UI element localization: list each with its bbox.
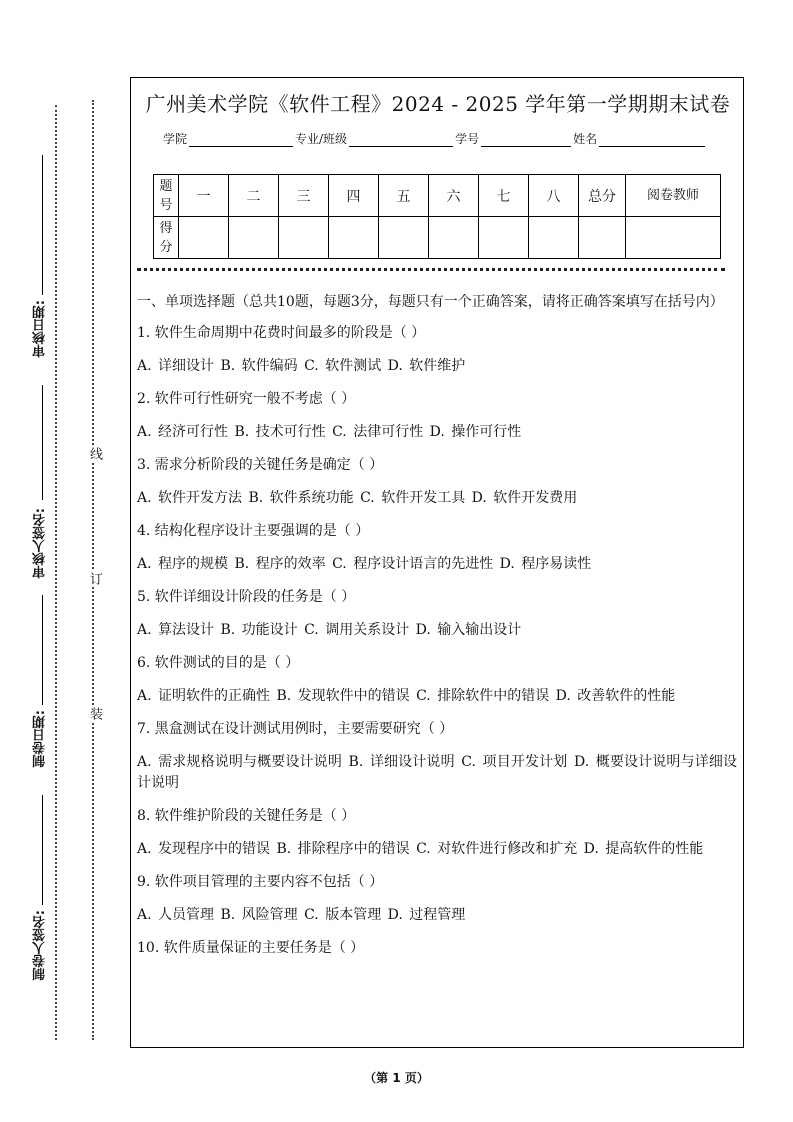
section-1-heading: 一、单项选择题（总共10题，每题3分，每题只有一个正确答案，请将正确答案填写在括号内） <box>137 294 724 310</box>
binding-mark-line: 线 <box>87 447 102 460</box>
maker-date-line <box>42 595 43 705</box>
question-7: 7. 黑盒测试在设计测试用例时，主要需要研究（ ） <box>137 721 454 737</box>
score-col-2: 二 <box>229 175 279 217</box>
score-col-6: 六 <box>429 175 479 217</box>
major-label: 专业/班级 <box>295 132 348 146</box>
score-col-1: 一 <box>179 175 229 217</box>
question-10: 10. 软件质量保证的主要任务是（ ） <box>137 940 365 956</box>
score-cell-8[interactable] <box>529 217 579 259</box>
student-id-field[interactable] <box>481 132 571 147</box>
question-3: 3. 需求分析阶段的关键任务是确定（ ） <box>137 457 384 473</box>
question-2: 2. 软件可行性研究一般不考虑（ ） <box>137 391 356 407</box>
section-1 <box>137 292 737 971</box>
maker-sign-line <box>42 795 43 905</box>
question-9: 9. 软件项目管理的主要内容不包括（ ） <box>137 874 384 890</box>
exam-frame <box>130 77 744 1048</box>
header-divider <box>137 268 725 271</box>
score-cell-grader[interactable] <box>626 217 721 259</box>
reviewer-date-line <box>42 155 43 295</box>
name-field[interactable] <box>599 132 705 147</box>
student-id-label: 学号 <box>455 132 480 146</box>
score-col-3: 三 <box>279 175 329 217</box>
score-col-8: 八 <box>529 175 579 217</box>
question-6-options: A. 证明软件的正确性 B. 发现软件中的错误 C. 排除软件中的错误 D. 改善软件的性能 <box>137 688 676 704</box>
score-cell-3[interactable] <box>279 217 329 259</box>
maker-sign-label: 制卷人签名: <box>33 910 48 981</box>
question-3-options: A. 软件开发方法 B. 软件系统功能 C. 软件开发工具 D. 软件开发费用 <box>137 490 578 506</box>
question-4-options: A. 程序的规模 B. 程序的效率 C. 程序设计语言的先进性 D. 程序易读性 <box>137 556 592 572</box>
question-8-options: A. 发现程序中的错误 B. 排除程序中的错误 C. 对软件进行修改和扩充 D. 提高软件的性能 <box>137 841 704 857</box>
question-7-options: A. 需求规格说明与概要设计说明 B. 详细设计说明 C. 项目开发计划 D. 概要设计说明与详细设计说明 <box>137 754 737 791</box>
score-cell-4[interactable] <box>329 217 379 259</box>
question-4: 4. 结构化程序设计主要强调的是（ ） <box>137 523 370 539</box>
question-5-options: A. 算法设计 B. 功能设计 C. 调用关系设计 D. 输入输出设计 <box>137 622 522 638</box>
question-number-label: 题号 <box>154 175 179 217</box>
reviewer-sign-line <box>42 385 43 500</box>
score-col-7: 七 <box>479 175 529 217</box>
score-total-label: 总分 <box>579 175 626 217</box>
grader-label: 阅卷教师 <box>626 175 721 217</box>
page-number: （第 1 页） <box>364 1071 429 1085</box>
question-1-options: A. 详细设计 B. 软件编码 C. 软件测试 D. 软件维护 <box>137 358 466 374</box>
college-label: 学院 <box>163 132 188 146</box>
maker-date-label: 制卷日期: <box>33 710 48 768</box>
score-cell-1[interactable] <box>179 217 229 259</box>
question-5: 5. 软件详细设计阶段的任务是（ ） <box>137 589 356 605</box>
score-cell-6[interactable] <box>429 217 479 259</box>
score-cell-7[interactable] <box>479 217 529 259</box>
student-info-row <box>163 130 707 147</box>
question-8: 8. 软件维护阶段的关键任务是（ ） <box>137 808 356 824</box>
score-table <box>153 174 721 259</box>
score-cell-5[interactable] <box>379 217 429 259</box>
score-table-header-row <box>154 175 721 217</box>
question-9-options: A. 人员管理 B. 风险管理 C. 版本管理 D. 过程管理 <box>137 907 466 923</box>
score-cell-2[interactable] <box>229 217 279 259</box>
exam-title: 广州美术学院《软件工程》2024 - 2025 学年第一学期期末试卷 <box>145 92 731 116</box>
score-cell-total[interactable] <box>579 217 626 259</box>
binding-dotted-line-outer <box>55 105 57 1040</box>
question-1: 1. 软件生命周期中花费时间最多的阶段是（ ） <box>137 325 426 341</box>
question-2-options: A. 经济可行性 B. 技术可行性 C. 法律可行性 D. 操作可行性 <box>137 424 522 440</box>
reviewer-date-label: 审核日期: <box>33 300 48 358</box>
score-col-5: 五 <box>379 175 429 217</box>
score-row-label: 得分 <box>154 217 179 259</box>
reviewer-sign-label: 审核人签名: <box>33 508 48 579</box>
score-table-score-row <box>154 217 721 259</box>
score-col-4: 四 <box>329 175 379 217</box>
binding-mark-order: 订 <box>87 572 102 585</box>
question-6: 6. 软件测试的目的是（ ） <box>137 655 300 671</box>
major-field[interactable] <box>349 132 453 147</box>
binding-mark-pack: 装 <box>87 707 102 720</box>
name-label: 姓名 <box>573 132 598 146</box>
college-field[interactable] <box>189 132 293 147</box>
